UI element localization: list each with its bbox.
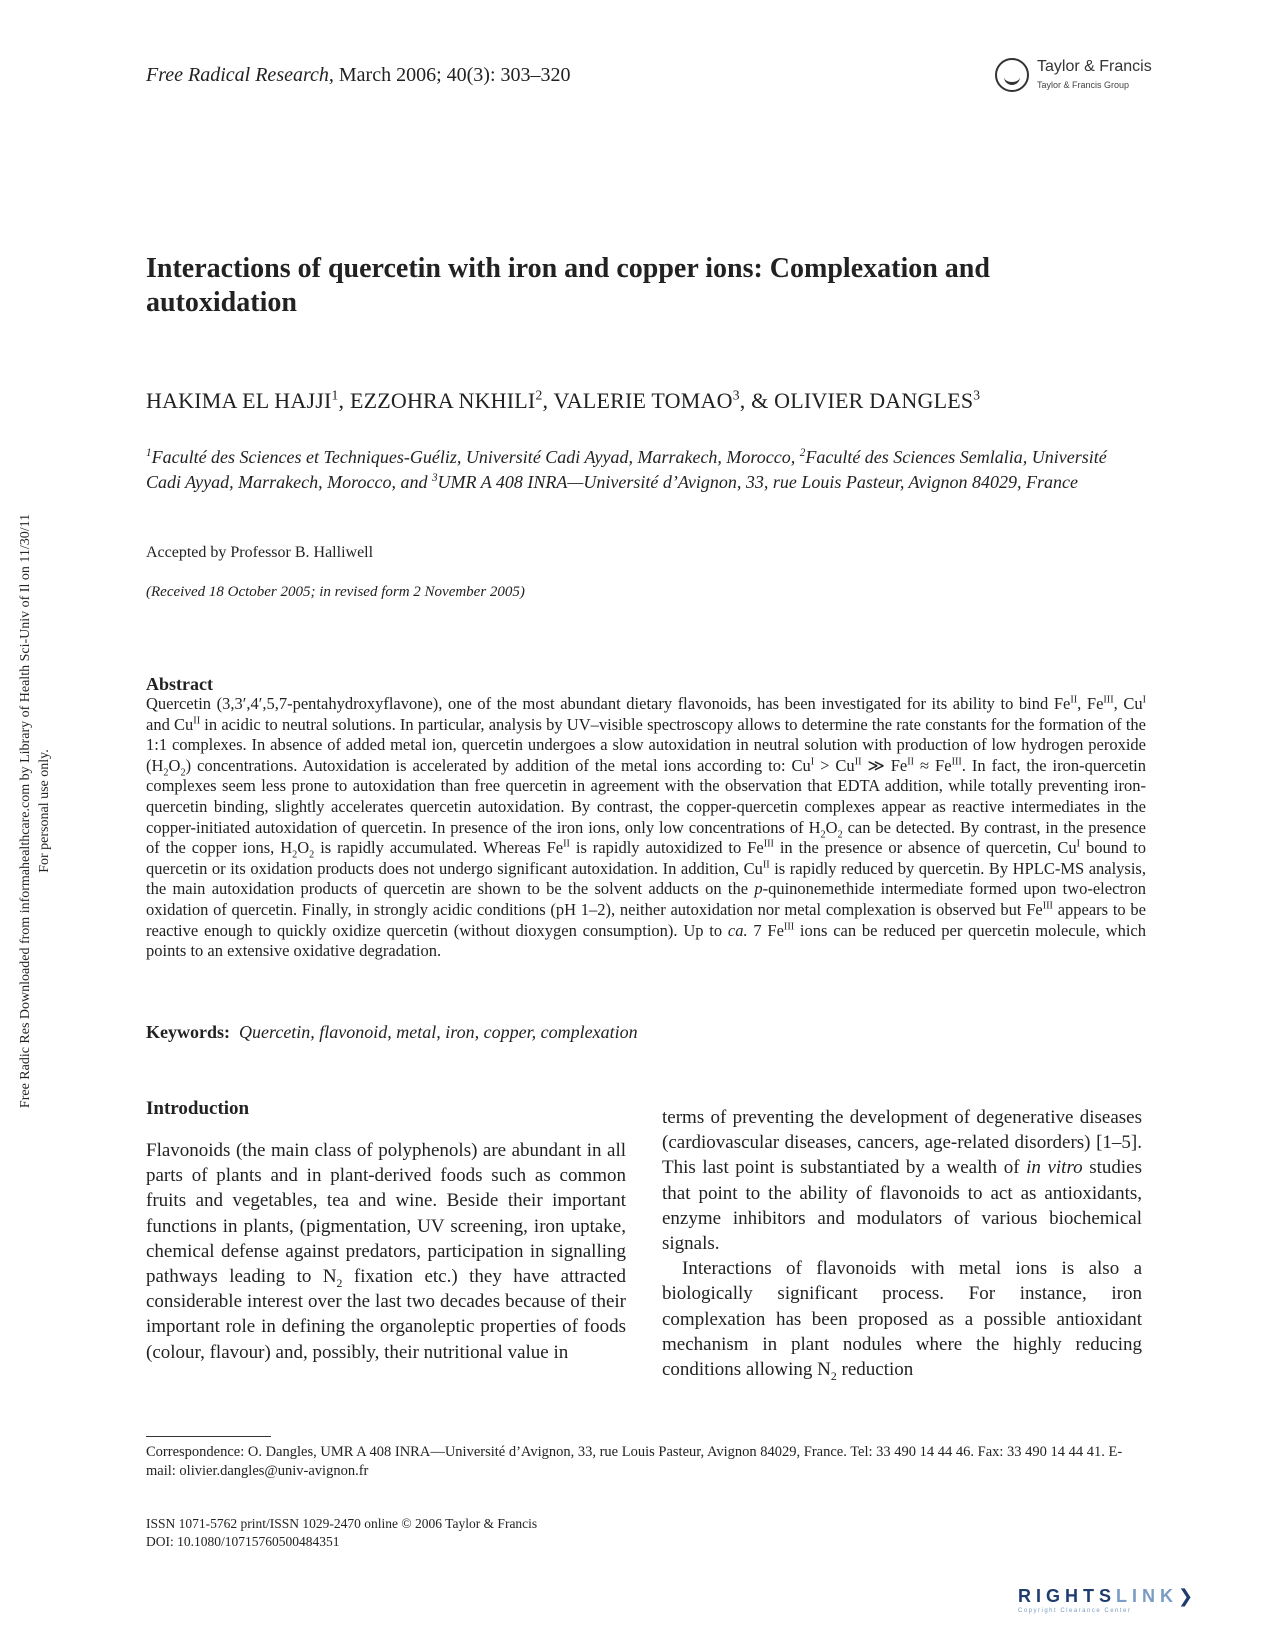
superscript: II bbox=[1070, 694, 1078, 706]
rightslink-logo bbox=[1018, 1586, 1218, 1626]
author-separator: , & bbox=[739, 388, 775, 413]
subscript: 2 bbox=[336, 1276, 343, 1290]
introduction-heading: Introduction bbox=[146, 1098, 250, 1119]
author-affil-mark: 3 bbox=[973, 387, 981, 403]
download-notice-line: Free Radic Res Downloaded from informahealthcare.com by Library of Health Sci-Univ of Il on 11/30/11 bbox=[18, 513, 33, 1109]
abstract-text: , Fe bbox=[1077, 694, 1104, 713]
superscript: I bbox=[810, 756, 815, 768]
abstract-text: O bbox=[297, 838, 310, 858]
intro-text: in vitro bbox=[1026, 1157, 1083, 1179]
superscript: II bbox=[563, 838, 570, 850]
subscript: 2 bbox=[180, 767, 186, 779]
footnote-rule bbox=[146, 1436, 271, 1437]
abstract-text: can be detected. By contrast, in the presence of the copper ions, H bbox=[146, 817, 1147, 858]
intro-text: reduction bbox=[836, 1359, 914, 1381]
intro-text: Interactions of flavonoids with metal ions is also a biologically significant process. For instance, iron complexation has been proposed as a possible antioxidant mechanism in plant nodules where the highly reducing conditions allowing N bbox=[662, 1258, 1142, 1381]
affil-mark: 3 bbox=[431, 472, 438, 484]
rightslink-text: LINK bbox=[1116, 1586, 1179, 1606]
superscript: III bbox=[763, 838, 774, 850]
abstract-text: p bbox=[754, 879, 763, 899]
affiliation-3: UMR A 408 INRA—Université d’Avignon, 33, rue Louis Pasteur, Avignon 84029, France bbox=[437, 472, 1078, 492]
publisher-group: Taylor & Francis Group bbox=[1037, 80, 1130, 90]
abstract-text: > Cu bbox=[814, 755, 855, 775]
abstract-text: is rapidly autoxidized to Fe bbox=[569, 838, 764, 858]
intro-text: studies that point to the ability of flavonoids to act as antioxidants, enzyme inhibitors and modulators of various biochemical signals. bbox=[662, 1157, 1142, 1255]
affil-mark: 2 bbox=[799, 447, 806, 459]
intro-text: fixation etc.) they have attracted considerable interest over the last two decades because of their important role in defining the organoleptic properties of foods (colour, flavour) and, possibly, their nutritional value in bbox=[146, 1266, 626, 1363]
doi: DOI: 10.1080/10715760500484351 bbox=[146, 1533, 340, 1549]
author-affil-mark: 1 bbox=[331, 387, 339, 403]
journal-name: Free Radical Research bbox=[146, 64, 329, 86]
abstract-text: O bbox=[168, 755, 181, 775]
publisher-logo bbox=[995, 56, 1165, 96]
superscript: I bbox=[1076, 838, 1081, 850]
abstract-text: Quercetin (3,3′,4′,5,7-pentahydroxyflavone), one of the most abundant dietary flavonoids, has been investigated for its ability to bind Fe bbox=[146, 694, 1071, 713]
abstract-text: ≫ Fe bbox=[861, 755, 908, 775]
issn-block bbox=[146, 1515, 537, 1550]
author: OLIVIER DANGLES bbox=[774, 388, 974, 413]
subscript: 2 bbox=[830, 1369, 837, 1383]
affil-mark: 1 bbox=[146, 447, 152, 459]
affiliation-1: Faculté des Sciences et Techniques-Guéliz, Université Cadi Ayyad, Marrakech, Morocco, bbox=[151, 447, 800, 467]
abstract-text: ≈ Fe bbox=[914, 755, 952, 775]
author: EZZOHRA NKHILI bbox=[349, 388, 536, 413]
superscript: II bbox=[854, 756, 862, 768]
rightslink-arrow-icon: ❯ bbox=[1178, 1586, 1199, 1606]
journal-citation bbox=[146, 64, 571, 87]
abstract-text: appears to be reactive enough to quickly oxidize quercetin (without dioxygen consumption). Up to bbox=[146, 899, 1146, 940]
author-list bbox=[146, 388, 1146, 414]
article-title: Interactions of quercetin with iron and copper ions: Complexation and autoxidation bbox=[146, 253, 990, 318]
subscript: 2 bbox=[309, 849, 315, 861]
abstract-text: is rapidly accumulated. Whereas Fe bbox=[314, 838, 564, 858]
abstract-text: in the presence or absence of quercetin, Cu bbox=[773, 838, 1077, 858]
affiliation-2: Faculté des Sciences Semlalia, Université Cadi Ayyad, Marrakech, Morocco, and bbox=[146, 447, 1107, 492]
superscript: I bbox=[1142, 694, 1147, 706]
abstract-text: , Cu bbox=[1113, 694, 1143, 713]
abstract-text: and Cu bbox=[146, 714, 194, 734]
superscript: II bbox=[907, 756, 915, 768]
issn: ISSN 1071-5762 print/ISSN 1029-2470 online © 2006 Taylor & Francis bbox=[146, 1516, 538, 1531]
abstract-text: in acidic to neutral solutions. In particular, analysis by UV–visible spectroscopy allows to determine the rate constants for the formation of the 1:1 complexes. In absence of added metal ion, quercetin undergoes a slow autoxidation in neutral solution with production of low hydrogen peroxide (H bbox=[146, 714, 1146, 775]
superscript: III bbox=[951, 756, 962, 768]
abstract-text: ) concentrations. Autoxidation is accelerated by addition of the metal ions according to: Cu bbox=[185, 755, 811, 775]
author: VALERIE TOMAO bbox=[553, 388, 733, 413]
abstract-text: O bbox=[825, 817, 838, 837]
superscript: III bbox=[1042, 900, 1053, 912]
abstract-text: ions can be reduced per quercetin molecule, which points to an extensive oxidative degradation. bbox=[146, 920, 1146, 961]
author-separator: , bbox=[542, 388, 554, 413]
keywords-label: Keywords: bbox=[146, 1022, 230, 1042]
superscript: III bbox=[1103, 694, 1114, 706]
abstract-heading: Abstract bbox=[146, 674, 213, 694]
subscript: 2 bbox=[820, 828, 826, 840]
keywords-list: Quercetin, flavonoid, metal, iron, copper, complexation bbox=[239, 1022, 638, 1042]
author-affil-mark: 3 bbox=[732, 387, 740, 403]
abstract-text: 7 Fe bbox=[747, 920, 784, 940]
superscript: II bbox=[193, 715, 201, 727]
abstract-text: is rapidly reduced by quercetin. By HPLC-MS analysis, the main autoxidation products of quercetin are shown to be the solvent adducts on the bbox=[146, 858, 1146, 899]
superscript: III bbox=[783, 921, 795, 933]
intro-text: terms of preventing the development of degenerative diseases (cardiovascular diseases, cancers, age-related disorders) [1–5]. This last point is substantiated by a wealth of bbox=[662, 1107, 1142, 1179]
journal-issue: , March 2006; 40(3): 303–320 bbox=[328, 64, 571, 86]
abstract-text: ca. bbox=[727, 920, 748, 940]
keywords bbox=[146, 1022, 638, 1043]
affiliations bbox=[146, 445, 1146, 495]
author-separator: , bbox=[338, 388, 350, 413]
author: HAKIMA EL HAJJI bbox=[146, 388, 332, 413]
accepted-by: Accepted by Professor B. Halliwell bbox=[146, 544, 374, 561]
subscript: 2 bbox=[837, 828, 843, 840]
author-affil-mark: 2 bbox=[535, 387, 543, 403]
abstract-body bbox=[146, 694, 1146, 962]
abstract-text: . In fact, the iron-quercetin complexes seem less prone to autoxidation than free quercetin in agreement with the observation that EDTA addition, while totally preventing iron-quercetin binding, slightly accelerates quercetin autoxidation. By contrast, the copper-quercetin complexes appear as reactive intermediates in the copper-initiated autoxidation of quercetin. In presence of the iron ions, only low concentrations of H bbox=[146, 755, 1147, 837]
subscript: 2 bbox=[163, 767, 169, 779]
intro-column-right bbox=[662, 1105, 1142, 1382]
teapot-icon bbox=[995, 58, 1029, 92]
rightslink-subtitle: Copyright Clearance Center bbox=[1018, 1608, 1132, 1614]
abstract-text: bound to quercetin or its oxidation products does not undergo significant autoxidation. In addition, Cu bbox=[146, 838, 1146, 878]
personal-use-line: For personal use only. bbox=[37, 749, 52, 873]
subscript: 2 bbox=[292, 849, 298, 861]
intro-text: Flavonoids (the main class of polyphenols) are abundant in all parts of plants and in plant-derived foods such as common fruits and vegetables, tea and wine. Beside their important functions in plants, (pigmentation, UV screening, iron uptake, chemical defense against predators, participation in signalling pathways leading to N bbox=[146, 1140, 626, 1288]
rightslink-text: RIGHTS bbox=[1018, 1586, 1117, 1606]
superscript: II bbox=[762, 859, 770, 871]
publisher-name: Taylor & Francis bbox=[1037, 58, 1152, 75]
abstract-text: -quinonemethide intermediate formed upon two-electron oxidation of quercetin. Finally, in strongly acidic conditions (pH 1–2), neither autoxidation nor metal complexation is observed but Fe bbox=[146, 879, 1146, 919]
correspondence: Correspondence: O. Dangles, UMR A 408 INRA—Université d’Avignon, 33, rue Louis Pasteur, Avignon 84029, France. Tel: 33 490 14 44 46. Fax: 33 490 14 44 41. E-mail: olivier.dangles@univ-avignon.fr bbox=[146, 1444, 1123, 1479]
intro-column-left bbox=[146, 1138, 626, 1365]
received-dates: (Received 18 October 2005; in revised form 2 November 2005) bbox=[146, 584, 525, 600]
